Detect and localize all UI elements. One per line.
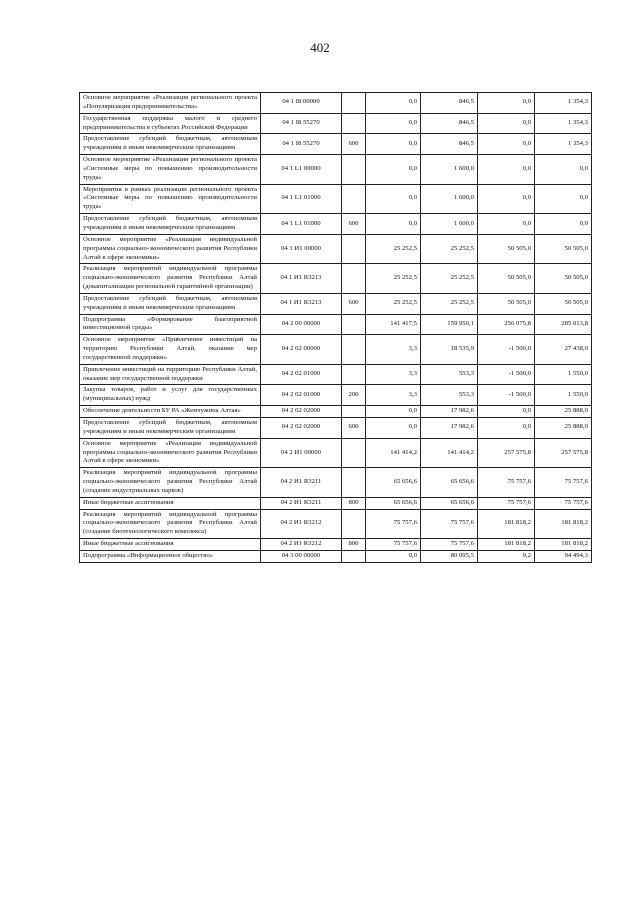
value-col-2-cell: 65 656,6 (421, 468, 478, 498)
target-article-code-cell: 04 3 00 00000 (261, 550, 342, 562)
value-col-4-cell: 25 888,0 (535, 418, 592, 439)
expense-type-cell: 800 (342, 497, 366, 509)
value-col-4-cell: 50 505,0 (535, 264, 592, 294)
value-col-4-cell: 181 818,2 (535, 539, 592, 551)
value-col-3-cell: 0,0 (478, 134, 535, 155)
value-col-1-cell: 0,0 (366, 406, 421, 418)
value-col-3-cell: 50 505,0 (478, 293, 535, 314)
expense-type-cell (342, 335, 366, 365)
row-name-cell: Иные бюджетные ассигнования (80, 539, 261, 551)
value-col-4-cell: 1 354,3 (535, 113, 592, 134)
row-name-cell: Мероприятия в рамках реализации регионального проекта «Системные меры по повышению производительности труда» (80, 184, 261, 214)
value-col-3-cell: -1 500,0 (478, 364, 535, 385)
expense-type-cell (342, 509, 366, 539)
table-row (80, 539, 592, 551)
value-col-1-cell: 65 656,6 (366, 468, 421, 498)
value-col-4-cell: 27 438,0 (535, 335, 592, 365)
value-col-3-cell: 75 757,6 (478, 497, 535, 509)
table-row (80, 468, 592, 498)
table-row (80, 113, 592, 134)
value-col-4-cell: 75 757,6 (535, 468, 592, 498)
row-name-cell: Закупка товаров, работ и услуг для государственных (муниципальных) нужд (80, 385, 261, 406)
row-name-cell: Реализация мероприятий индивидуальной программы социально-экономического развития Республики Алтай (создание индустриальных парков) (80, 468, 261, 498)
value-col-3-cell: 75 757,6 (478, 468, 535, 498)
row-name-cell: Предоставление субсидий бюджетным, автономным учреждениям и иным некоммерческим организациям (80, 293, 261, 314)
expense-type-cell (342, 438, 366, 468)
value-col-3-cell: 0,0 (478, 155, 535, 185)
expense-type-cell (342, 93, 366, 114)
expense-type-cell (342, 234, 366, 264)
value-col-2-cell: 159 950,1 (421, 314, 478, 335)
table-row (80, 509, 592, 539)
target-article-code-cell: 04 2 02 00000 (261, 335, 342, 365)
row-name-cell: Основное мероприятие «Реализация регионального проекта «Популяризация предпринимательства» (80, 93, 261, 114)
value-col-1-cell: 3,3 (366, 364, 421, 385)
value-col-1-cell: 75 757,6 (366, 509, 421, 539)
expense-type-cell (342, 406, 366, 418)
value-col-1-cell: 25 252,5 (366, 264, 421, 294)
value-col-1-cell: 3,3 (366, 335, 421, 365)
row-name-cell: Основное мероприятие «Реализация регионального проекта «Системные меры по повышению производительности труда» (80, 155, 261, 185)
table-row (80, 364, 592, 385)
target-article-code-cell: 04 1 I8 55270 (261, 113, 342, 134)
target-article-code-cell: 04 2 И1 R3211 (261, 468, 342, 498)
value-col-2-cell: 1 600,0 (421, 155, 478, 185)
row-name-cell: Предоставление субсидий бюджетным, автономным учреждениям и иным некоммерческим организациям (80, 418, 261, 439)
expense-type-cell (342, 550, 366, 562)
value-col-2-cell: 25 252,5 (421, 264, 478, 294)
value-col-2-cell: 17 982,6 (421, 406, 478, 418)
value-col-3-cell: -1 500,0 (478, 335, 535, 365)
value-col-2-cell: 141 414,2 (421, 438, 478, 468)
value-col-2-cell: 65 656,6 (421, 497, 478, 509)
row-name-cell: Предоставление субсидий бюджетным, автономным учреждениям и иным некоммерческим организациям (80, 214, 261, 235)
value-col-4-cell: 285 013,8 (535, 314, 592, 335)
value-col-4-cell: 1 354,3 (535, 134, 592, 155)
row-name-cell: Привлечение инвестиций на территорию Республики Алтай, оказание мер государственной поддержки (80, 364, 261, 385)
expense-type-cell: 600 (342, 418, 366, 439)
row-name-cell: Государственная поддержка малого и среднего предпринимательства в субъектах Российской Федерации (80, 113, 261, 134)
row-name-cell: Основное мероприятие «Реализация индивидуальной программы социально-экономического развития Республики Алтай в сфере экономики» (80, 234, 261, 264)
value-col-2-cell: 75 757,6 (421, 539, 478, 551)
expense-type-cell: 600 (342, 293, 366, 314)
value-col-4-cell: 1 550,0 (535, 364, 592, 385)
target-article-code-cell: 04 2 И1 R3211 (261, 497, 342, 509)
target-article-code-cell: 04 2 00 00000 (261, 314, 342, 335)
value-col-2-cell: 75 757,6 (421, 509, 478, 539)
value-col-1-cell: 65 656,6 (366, 497, 421, 509)
table-row (80, 406, 592, 418)
expense-type-cell (342, 113, 366, 134)
table-row (80, 497, 592, 509)
row-name-cell: Подпрограмма «Формирование благоприятной инвестиционной среды» (80, 314, 261, 335)
value-col-2-cell: 25 252,5 (421, 293, 478, 314)
value-col-2-cell: 846,5 (421, 134, 478, 155)
value-col-1-cell: 25 252,5 (366, 293, 421, 314)
target-article-code-cell: 04 1 L1 01000 (261, 214, 342, 235)
value-col-4-cell: 1 550,0 (535, 385, 592, 406)
target-article-code-cell: 04 1 I8 55270 (261, 134, 342, 155)
value-col-1-cell: 0,0 (366, 214, 421, 235)
expense-type-cell: 800 (342, 539, 366, 551)
value-col-1-cell: 3,3 (366, 385, 421, 406)
value-col-2-cell: 1 600,0 (421, 184, 478, 214)
value-col-4-cell: 75 757,6 (535, 497, 592, 509)
table-row (80, 385, 592, 406)
row-name-cell: Реализация мероприятий индивидуальной программы социально-экономического развития Республики Алтай (создание биотехнологического комплекса) (80, 509, 261, 539)
value-col-3-cell: -1 500,0 (478, 385, 535, 406)
target-article-code-cell: 04 1 L1 01000 (261, 184, 342, 214)
value-col-1-cell: 0,0 (366, 184, 421, 214)
row-name-cell: Основное мероприятие «Привлечение инвестиций на территорию Республики Алтай, оказание мер государственной поддержки» (80, 335, 261, 365)
target-article-code-cell: 04 1 И1 R3213 (261, 264, 342, 294)
value-col-4-cell: 50 505,0 (535, 234, 592, 264)
table-body (80, 93, 592, 563)
value-col-3-cell: 257 575,8 (478, 438, 535, 468)
value-col-1-cell: 141 417,5 (366, 314, 421, 335)
table-row (80, 264, 592, 294)
value-col-2-cell: 846,5 (421, 113, 478, 134)
value-col-1-cell: 0,0 (366, 550, 421, 562)
expense-type-cell (342, 468, 366, 498)
value-col-3-cell: 181 818,2 (478, 509, 535, 539)
value-col-1-cell: 0,0 (366, 155, 421, 185)
table-row (80, 234, 592, 264)
value-col-3-cell: 0,0 (478, 113, 535, 134)
value-col-4-cell: 25 888,0 (535, 406, 592, 418)
target-article-code-cell: 04 2 И1 R3212 (261, 509, 342, 539)
page-number: 402 (310, 40, 330, 55)
value-col-4-cell: 0,0 (535, 155, 592, 185)
row-name-cell: Иные бюджетные ассигнования (80, 497, 261, 509)
value-col-1-cell: 0,0 (366, 113, 421, 134)
target-article-code-cell: 04 2 И1 00000 (261, 438, 342, 468)
value-col-2-cell: 17 982,6 (421, 418, 478, 439)
value-col-3-cell: 0,0 (478, 418, 535, 439)
target-article-code-cell: 04 2 02 02000 (261, 406, 342, 418)
table-row (80, 155, 592, 185)
value-col-1-cell: 0,0 (366, 93, 421, 114)
value-col-4-cell: 181 818,2 (535, 509, 592, 539)
value-col-2-cell: 553,3 (421, 364, 478, 385)
value-col-3-cell: 0,0 (478, 406, 535, 418)
table-row (80, 314, 592, 335)
table-row (80, 293, 592, 314)
value-col-2-cell: 846,5 (421, 93, 478, 114)
value-col-3-cell: 50 505,0 (478, 264, 535, 294)
expense-type-cell (342, 314, 366, 335)
value-col-4-cell: 50 505,0 (535, 293, 592, 314)
value-col-2-cell: 80 095,5 (421, 550, 478, 562)
budget-table (79, 92, 592, 563)
value-col-2-cell: 18 535,9 (421, 335, 478, 365)
value-col-2-cell: 1 600,0 (421, 214, 478, 235)
value-col-4-cell: 1 354,3 (535, 93, 592, 114)
table-row (80, 438, 592, 468)
value-col-3-cell: 0,0 (478, 184, 535, 214)
value-col-1-cell: 0,0 (366, 134, 421, 155)
expense-type-cell: 600 (342, 134, 366, 155)
value-col-4-cell: 0,0 (535, 184, 592, 214)
value-col-4-cell: 0,0 (535, 214, 592, 235)
row-name-cell: Предоставление субсидий бюджетным, автономным учреждениям и иным некоммерческим организациям (80, 134, 261, 155)
value-col-2-cell: 553,3 (421, 385, 478, 406)
row-name-cell: Обеспечение деятельности БУ РА «Жемчужина Алтая» (80, 406, 261, 418)
table-row (80, 134, 592, 155)
target-article-code-cell: 04 1 И1 R3213 (261, 293, 342, 314)
row-name-cell: Подпрограмма «Информационное общество» (80, 550, 261, 562)
value-col-4-cell: 257 575,8 (535, 438, 592, 468)
expense-type-cell (342, 364, 366, 385)
expense-type-cell (342, 264, 366, 294)
value-col-3-cell: 181 818,2 (478, 539, 535, 551)
expense-type-cell: 200 (342, 385, 366, 406)
value-col-3-cell: 9,2 (478, 550, 535, 562)
value-col-3-cell: 0,0 (478, 214, 535, 235)
table-row (80, 184, 592, 214)
table-row (80, 93, 592, 114)
target-article-code-cell: 04 1 L1 00000 (261, 155, 342, 185)
value-col-4-cell: 94 494,3 (535, 550, 592, 562)
value-col-1-cell: 75 757,6 (366, 539, 421, 551)
value-col-1-cell: 0,0 (366, 418, 421, 439)
value-col-3-cell: 256 075,8 (478, 314, 535, 335)
row-name-cell: Реализация мероприятий индивидуальной программы социально-экономического развития Республики Алтай (докапитализация региональной гарантийной организации) (80, 264, 261, 294)
table-row (80, 214, 592, 235)
value-col-1-cell: 25 252,5 (366, 234, 421, 264)
target-article-code-cell: 04 1 I8 00000 (261, 93, 342, 114)
value-col-3-cell: 50 505,0 (478, 234, 535, 264)
target-article-code-cell: 04 2 02 01000 (261, 364, 342, 385)
row-name-cell: Основное мероприятие «Реализация индивидуальной программы социально-экономического развития Республики Алтай в сфере экономики» (80, 438, 261, 468)
expense-type-cell (342, 155, 366, 185)
table-row (80, 418, 592, 439)
target-article-code-cell: 04 1 И1 00000 (261, 234, 342, 264)
table-row (80, 335, 592, 365)
table-row (80, 550, 592, 562)
target-article-code-cell: 04 2 И1 R3212 (261, 539, 342, 551)
expense-type-cell (342, 184, 366, 214)
value-col-1-cell: 141 414,2 (366, 438, 421, 468)
target-article-code-cell: 04 2 02 01000 (261, 385, 342, 406)
target-article-code-cell: 04 2 02 02000 (261, 418, 342, 439)
value-col-2-cell: 25 252,5 (421, 234, 478, 264)
value-col-3-cell: 0,0 (478, 93, 535, 114)
expense-type-cell: 600 (342, 214, 366, 235)
